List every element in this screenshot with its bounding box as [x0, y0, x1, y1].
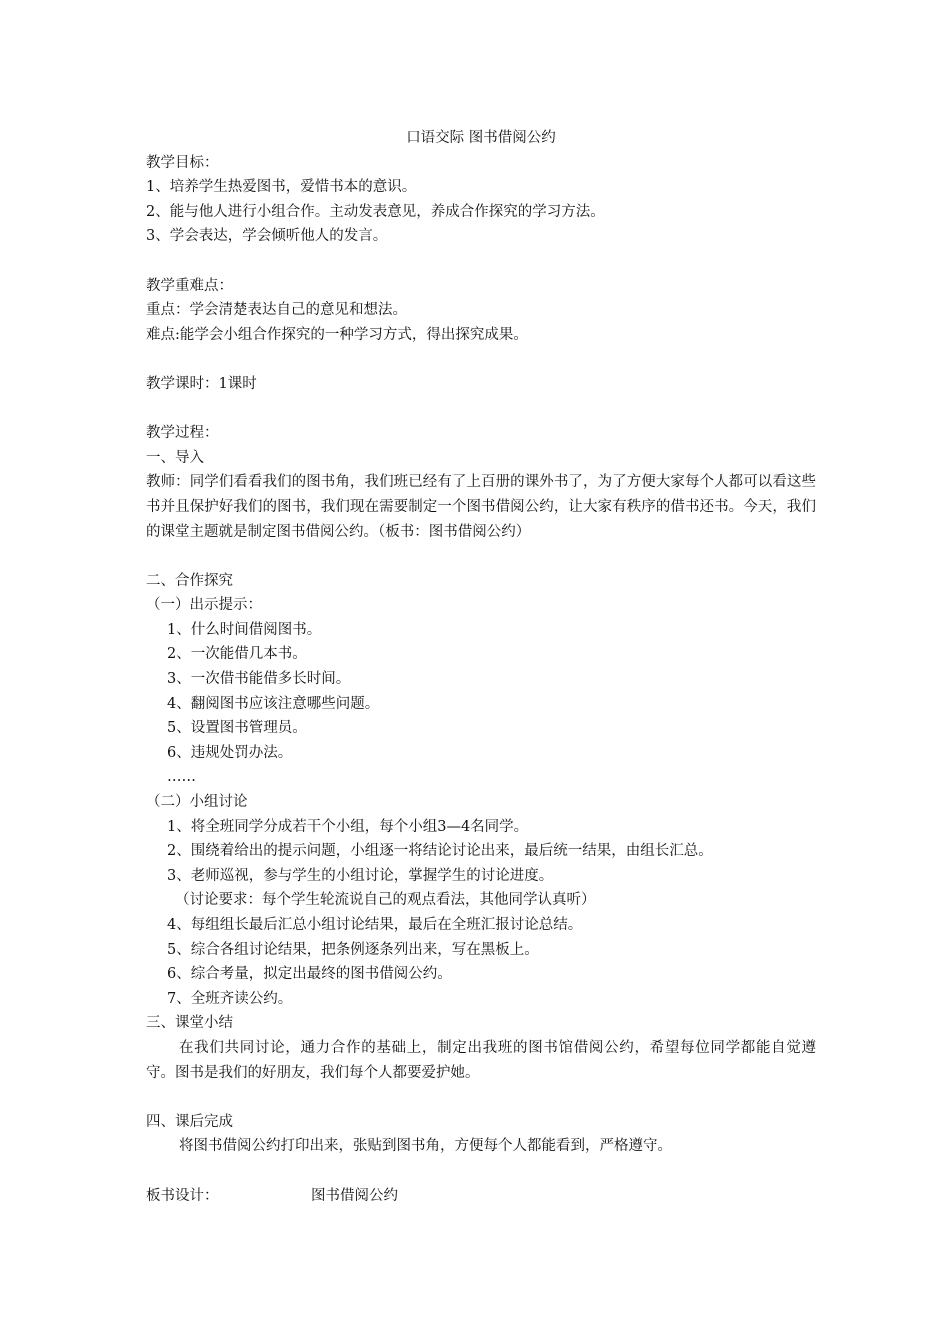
spacer	[146, 397, 816, 422]
discussion-item: 3、老师巡视，参与学生的小组讨论，掌握学生的讨论进度。	[167, 867, 554, 884]
hints-heading: （一）出示提示：	[146, 597, 262, 614]
spacer	[146, 544, 816, 569]
summary-heading: 三、课堂小结	[146, 1015, 233, 1032]
spacer	[146, 347, 816, 372]
hint-item: 3、一次借书能借多长时间。	[167, 671, 351, 688]
document-page	[146, 126, 816, 1208]
spacer	[146, 249, 816, 274]
hint-item: 2、一次能借几本书。	[167, 646, 307, 663]
spacer	[146, 1159, 816, 1184]
intro-heading: 一、导入	[146, 449, 204, 466]
summary-paragraph: 在我们共同讨论，通力合作的基础上，制定出我班的图书馆借阅公约，希望每位同学都能自觉遵守。图书是我们的好朋友，我们每个人都要爱护她。	[146, 1039, 816, 1081]
hint-item: 6、违规处罚办法。	[167, 744, 293, 761]
homework-heading: 四、课后完成	[146, 1113, 233, 1130]
discussion-item: 5、综合各组讨论结果，把条例逐条列出来，写在黑板上。	[167, 941, 539, 958]
goal-item: 2、能与他人进行小组合作。主动发表意见，养成合作探究的学习方法。	[146, 203, 605, 220]
hint-item: 5、设置图书管理员。	[167, 720, 307, 737]
discussion-item: 2、围绕着给出的提示问题，小组逐一将结论讨论出来，最后统一结果，由组长汇总。	[167, 843, 713, 860]
key-point-focus: 重点：学会清楚表达自己的意见和想法。	[146, 302, 407, 319]
discussion-requirement: （讨论要求：每个学生轮流说自己的观点看法，其他同学认真听）	[175, 892, 596, 909]
process-heading: 教学过程：	[146, 425, 219, 442]
goals-heading: 教学目标：	[146, 154, 219, 171]
discussion-item: 4、每组组长最后汇总小组讨论结果，最后在全班汇报讨论总结。	[167, 917, 583, 933]
discussion-item: 7、全班齐读公约。	[167, 990, 293, 1007]
hint-ellipsis: ……	[167, 769, 196, 786]
class-hours: 教学课时：1课时	[146, 375, 257, 392]
discussion-item: 6、综合考量，拟定出最终的图书借阅公约。	[167, 966, 452, 983]
spacer	[146, 1085, 816, 1110]
document-title: 口语交际 图书借阅公约	[406, 130, 556, 146]
board-design-label: 板书设计：	[146, 1187, 219, 1204]
goal-item: 3、学会表达，学会倾听他人的发言。	[146, 228, 388, 245]
intro-paragraph: 教师：同学们看看我们的图书角，我们班已经有了上百册的课外书了，为了方便大家每个人都可以看这些书并且保护好我们的图书，我们现在需要制定一个图书借阅公约，让大家有秩序的借书还书。今天，我们的课堂主题就是制定图书借阅公约。（板书：图书借阅公约）	[146, 474, 816, 540]
hint-item: 4、翻阅图书应该注意哪些问题。	[167, 695, 380, 712]
homework-paragraph: 将图书借阅公约打印出来，张贴到图书角，方便每个人都能看到，严格遵守。	[179, 1138, 672, 1155]
discussion-item: 1、将全班同学分成若干个小组，每个小组3—4名同学。	[167, 818, 529, 835]
hint-item: 1、什么时间借阅图书。	[167, 621, 322, 638]
board-design	[146, 1184, 816, 1209]
explore-heading: 二、合作探究	[146, 572, 233, 589]
key-point-difficulty: 难点:能学会小组合作探究的一种学习方式，得出探究成果。	[146, 326, 528, 343]
board-design-value: 图书借阅公约	[311, 1187, 398, 1204]
key-points-heading: 教学重难点：	[146, 277, 233, 294]
goal-item: 1、培养学生热爱图书，爱惜书本的意识。	[146, 179, 417, 196]
discussion-heading: （二）小组讨论	[146, 794, 248, 811]
